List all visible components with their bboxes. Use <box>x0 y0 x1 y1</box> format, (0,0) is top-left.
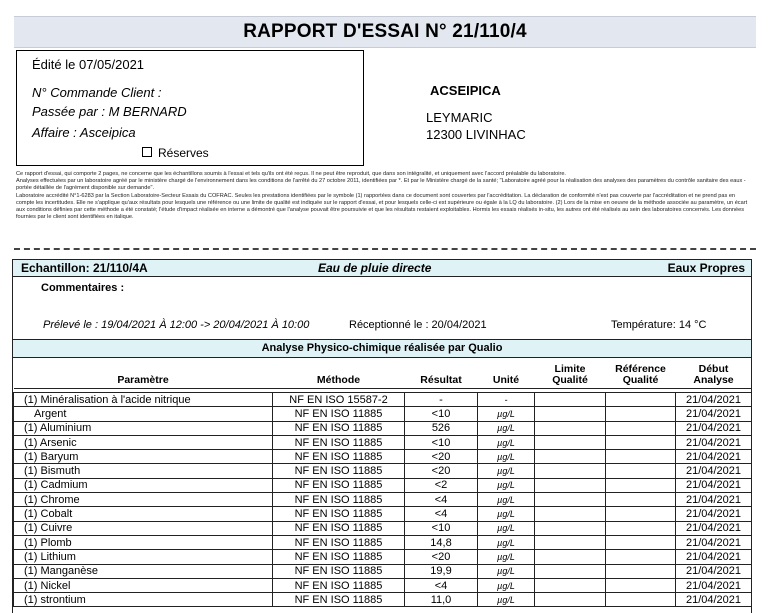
separator-line <box>14 248 756 250</box>
reference-cell <box>606 464 676 478</box>
table-row <box>14 393 752 407</box>
result-cell: 526 <box>405 421 478 435</box>
column-header: Référence Qualité <box>606 358 676 389</box>
limit-cell <box>535 593 606 607</box>
limit-cell <box>535 478 606 492</box>
param-cell: (1) Cadmium <box>14 478 273 492</box>
report-title: RAPPORT D'ESSAI N° 21/110/4 <box>14 16 756 48</box>
table-row <box>14 493 752 507</box>
param-cell: Argent <box>14 407 273 421</box>
method-cell: NF EN ISO 11885 <box>273 521 405 535</box>
limit-cell <box>535 550 606 564</box>
comments-label: Commentaires : <box>41 282 125 294</box>
start-date-cell: 21/04/2021 <box>676 521 752 535</box>
start-date-cell: 21/04/2021 <box>676 564 752 578</box>
method-cell: NF EN ISO 11885 <box>273 550 405 564</box>
sample-type: Eau de pluie directe <box>318 261 432 275</box>
method-cell: NF EN ISO 11885 <box>273 450 405 464</box>
table-row <box>14 421 752 435</box>
limit-cell <box>535 407 606 421</box>
param-cell: (1) Lithium <box>14 550 273 564</box>
method-cell: NF EN ISO 11885 <box>273 507 405 521</box>
start-date-cell: 21/04/2021 <box>676 493 752 507</box>
method-cell: NF EN ISO 11885 <box>273 564 405 578</box>
reference-cell <box>606 535 676 549</box>
disclaimer <box>16 171 751 221</box>
method-cell: NF EN ISO 11885 <box>273 578 405 592</box>
table-row <box>14 535 752 549</box>
limit-cell <box>535 450 606 464</box>
table-row <box>14 478 752 492</box>
limit-cell <box>535 578 606 592</box>
unit-cell: µg/L <box>478 593 535 607</box>
table-row <box>14 407 752 421</box>
param-cell: (1) Manganèse <box>14 564 273 578</box>
limit-cell <box>535 564 606 578</box>
unit-cell: µg/L <box>478 421 535 435</box>
disclaimer-paragraph: Laboratoire accrédité N°1-6283 par la Section Laboratoire-Secteur Essais du COFRAC. Seules les prestations identifiées par le symbole (1) rapportées dans ce document sont couvertes par l'accréditation. La déclaration de conformité n'est pas couverte par l'accréditation et ne prend pas en compte les incertitudes. Elle ne s'applique qu'aux résultats pour lesquels une référence ou une limite de qualité est indiquée sur le rapport d'essai, et pour lesquels celle-ci est supérieure ou égale à la LQ du laboratoire. (2) Lors de la mise en oeuvre de la méthode associée au paramètre, un écart aux conditions définies par cette méthode a été constaté; l'étude d'impact réalisée en interne a démontré que l'analyse pouvait être poursuivie et que les résultats restaient exploitables. Hormis les essais réalisés in-situ, les autres ont été réalisés au sein des laboratoires concernés. Les données fournies par le client sont identifiées en italique. <box>16 192 748 221</box>
result-cell: 11,0 <box>405 593 478 607</box>
disclaimer-paragraph: Ce rapport d'essai, qui comporte 2 pages, ne concerne que les échantillons soumis à l'essai et tels qu'ils ont été reçus. Il ne peut être reproduit, que dans son intégralité, et uniquement avec l'accord préalable du laboratoire. <box>16 171 566 177</box>
table-row <box>14 464 752 478</box>
result-cell: - <box>405 393 478 407</box>
column-header: Début Analyse <box>676 358 752 389</box>
sampling-dates: Prélevé le : 19/04/2021 À 12:00 -> 20/04/2021 À 10:00 <box>43 319 310 331</box>
start-date-cell: 21/04/2021 <box>676 593 752 607</box>
reference-cell <box>606 393 676 407</box>
reference-cell <box>606 493 676 507</box>
param-cell: (1) Cuivre <box>14 521 273 535</box>
result-cell: <4 <box>405 507 478 521</box>
table-row <box>14 450 752 464</box>
param-cell: (1) Arsenic <box>14 435 273 449</box>
reserves-label: Réserves <box>158 146 209 160</box>
method-cell: NF EN ISO 11885 <box>273 407 405 421</box>
reference-cell <box>606 450 676 464</box>
unit-cell: - <box>478 393 535 407</box>
param-cell: (1) Baryum <box>14 450 273 464</box>
table-row <box>14 578 752 592</box>
unit-cell: µg/L <box>478 521 535 535</box>
reference-cell <box>606 421 676 435</box>
table-row <box>14 521 752 535</box>
start-date-cell: 21/04/2021 <box>676 550 752 564</box>
results-table <box>13 358 752 607</box>
reference-cell <box>606 507 676 521</box>
limit-cell <box>535 521 606 535</box>
disclaimer-paragraph: Analyses effectuées par un laboratoire agréé par le ministère chargé de l'environnement dans les conditions de l'arrêté du 27 octobre 2011, identifiées par *. Et par le Ministère chargé de la santé; "Laboratoire agréé pour la réalisation des analyses des paramètres du contrôle sanitaire des eaux - portée détaillée de l'agrément disponible sur demande". <box>16 178 746 192</box>
reserves-option[interactable] <box>142 146 209 160</box>
param-cell: (1) Aluminium <box>14 421 273 435</box>
limit-cell <box>535 435 606 449</box>
start-date-cell: 21/04/2021 <box>676 450 752 464</box>
unit-cell: µg/L <box>478 435 535 449</box>
result-cell: <20 <box>405 550 478 564</box>
column-header: Méthode <box>273 358 405 389</box>
param-cell: (1) strontium <box>14 593 273 607</box>
start-date-cell: 21/04/2021 <box>676 578 752 592</box>
unit-cell: µg/L <box>478 464 535 478</box>
result-cell: <10 <box>405 435 478 449</box>
method-cell: NF EN ISO 15587-2 <box>273 393 405 407</box>
limit-cell <box>535 507 606 521</box>
unit-cell: µg/L <box>478 407 535 421</box>
limit-cell <box>535 535 606 549</box>
edited-date: Édité le 07/05/2021 <box>32 57 145 72</box>
method-cell: NF EN ISO 11885 <box>273 478 405 492</box>
result-cell: 19,9 <box>405 564 478 578</box>
sample-section <box>12 259 752 613</box>
param-cell: (1) Minéralisation à l'acide nitrique <box>14 393 273 407</box>
reference-cell <box>606 407 676 421</box>
param-cell: (1) Bismuth <box>14 464 273 478</box>
param-cell: (1) Nickel <box>14 578 273 592</box>
start-date-cell: 21/04/2021 <box>676 507 752 521</box>
method-cell: NF EN ISO 11885 <box>273 593 405 607</box>
reference-cell <box>606 521 676 535</box>
param-cell: (1) Cobalt <box>14 507 273 521</box>
sample-category: Eaux Propres <box>667 261 745 275</box>
address-company: ACSEIPICA <box>430 83 501 98</box>
order-number: N° Commande Client : <box>32 85 162 100</box>
unit-cell: µg/L <box>478 578 535 592</box>
reference-cell <box>606 593 676 607</box>
result-cell: <20 <box>405 450 478 464</box>
param-cell: (1) Chrome <box>14 493 273 507</box>
result-cell: <4 <box>405 493 478 507</box>
unit-cell: µg/L <box>478 493 535 507</box>
column-header: Limite Qualité <box>535 358 606 389</box>
result-cell: <4 <box>405 578 478 592</box>
start-date-cell: 21/04/2021 <box>676 464 752 478</box>
unit-cell: µg/L <box>478 478 535 492</box>
reference-cell <box>606 435 676 449</box>
start-date-cell: 21/04/2021 <box>676 478 752 492</box>
start-date-cell: 21/04/2021 <box>676 393 752 407</box>
table-row <box>14 593 752 607</box>
table-row <box>14 435 752 449</box>
reception-date: Réceptionné le : 20/04/2021 <box>349 319 487 331</box>
method-cell: NF EN ISO 11885 <box>273 493 405 507</box>
unit-cell: µg/L <box>478 564 535 578</box>
analysis-title: Analyse Physico-chimique réalisée par Qualio <box>13 339 751 358</box>
column-header: Paramètre <box>14 358 273 389</box>
start-date-cell: 21/04/2021 <box>676 407 752 421</box>
method-cell: NF EN ISO 11885 <box>273 435 405 449</box>
table-row <box>14 550 752 564</box>
reference-cell <box>606 578 676 592</box>
column-header: Résultat <box>405 358 478 389</box>
temperature: Température: 14 °C <box>611 319 707 331</box>
result-cell: <20 <box>405 464 478 478</box>
result-cell: <2 <box>405 478 478 492</box>
placed-by: Passée par : M BERNARD <box>32 104 187 119</box>
client-info-box <box>16 50 364 166</box>
reference-cell <box>606 564 676 578</box>
table-row <box>14 507 752 521</box>
start-date-cell: 21/04/2021 <box>676 535 752 549</box>
method-cell: NF EN ISO 11885 <box>273 421 405 435</box>
method-cell: NF EN ISO 11885 <box>273 464 405 478</box>
sample-id: Echantillon: 21/110/4A <box>21 261 148 275</box>
limit-cell <box>535 421 606 435</box>
unit-cell: µg/L <box>478 535 535 549</box>
param-cell: (1) Plomb <box>14 535 273 549</box>
start-date-cell: 21/04/2021 <box>676 421 752 435</box>
unit-cell: µg/L <box>478 507 535 521</box>
start-date-cell: 21/04/2021 <box>676 435 752 449</box>
column-header: Unité <box>478 358 535 389</box>
result-cell: 14,8 <box>405 535 478 549</box>
unit-cell: µg/L <box>478 550 535 564</box>
reference-cell <box>606 478 676 492</box>
result-cell: <10 <box>405 407 478 421</box>
limit-cell <box>535 464 606 478</box>
unit-cell: µg/L <box>478 450 535 464</box>
limit-cell <box>535 393 606 407</box>
affair: Affaire : Asceipica <box>32 125 136 140</box>
reserves-checkbox[interactable] <box>142 147 152 157</box>
address-line-1: LEYMARIC <box>426 110 493 125</box>
limit-cell <box>535 493 606 507</box>
method-cell: NF EN ISO 11885 <box>273 535 405 549</box>
table-row <box>14 564 752 578</box>
reference-cell <box>606 550 676 564</box>
table-header-row <box>14 358 752 389</box>
result-cell: <10 <box>405 521 478 535</box>
sample-header <box>13 260 751 277</box>
address-line-2: 12300 LIVINHAC <box>426 127 526 142</box>
